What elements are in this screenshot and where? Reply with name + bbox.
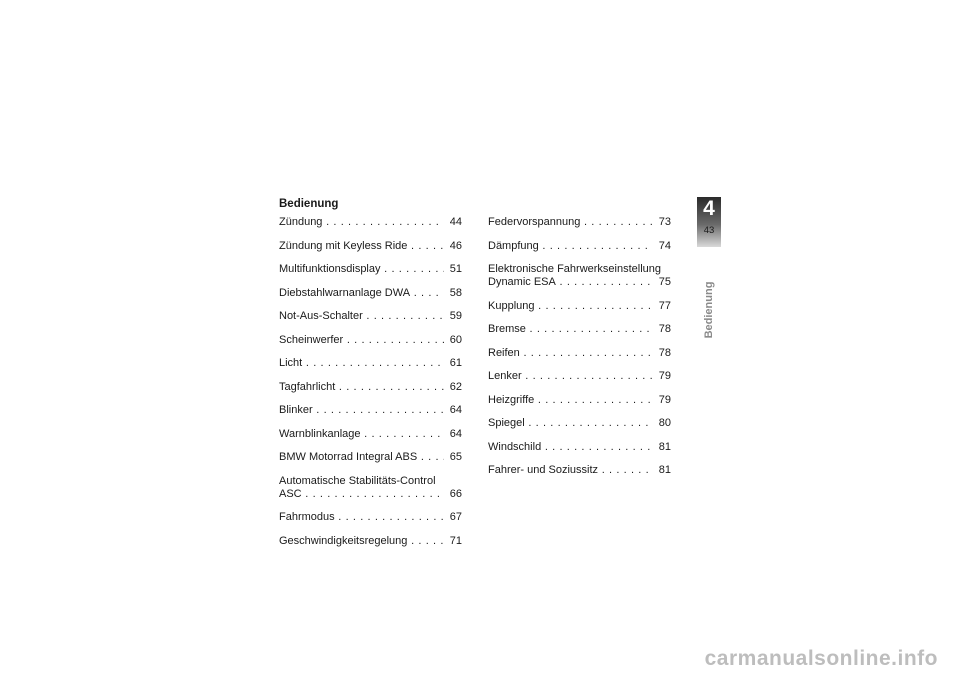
toc-entry — [488, 394, 671, 407]
toc-entry — [488, 263, 671, 289]
toc-entry — [488, 370, 671, 383]
toc-entry-text: BMW Motorrad Integral ABS . . . — [279, 451, 444, 464]
toc-entry-text: Lenker . . . — [488, 370, 653, 383]
toc-entry-text: Fahrer- und Soziussitz . . . — [488, 464, 653, 477]
toc-entry-text: Tagfahrlicht . . . — [279, 381, 444, 394]
toc-entry-page: 78 — [658, 323, 671, 335]
toc-entry — [488, 464, 671, 477]
toc-entry — [488, 300, 671, 313]
toc-entry-text: Blinker . . . — [279, 404, 444, 417]
toc-entry-page: 59 — [449, 310, 462, 322]
toc-entry — [279, 535, 462, 548]
toc-entry-page: 64 — [449, 427, 462, 440]
toc-entry-page: 66 — [449, 487, 462, 500]
section-title: Bedienung — [279, 198, 339, 210]
toc-entry-page: 61 — [449, 357, 462, 369]
toc-entry-line2 — [279, 488, 462, 501]
toc-entry — [279, 240, 462, 253]
toc-entry-text: Federvorspannung . . . — [488, 216, 653, 229]
toc-entry — [488, 323, 671, 336]
toc-entry-text: Dynamic ESA . . . — [488, 276, 653, 289]
page-number: 43 — [703, 225, 715, 236]
toc-entry-text: Zündung . . . — [279, 216, 444, 229]
toc-entry-text: Bremse . . . — [488, 323, 653, 336]
toc-entry-page: 44 — [449, 216, 462, 228]
toc-entry-text: Warnblinkanlage . . . — [279, 428, 444, 441]
toc-entry — [279, 263, 462, 276]
toc-entry — [488, 347, 671, 360]
toc-entry — [279, 428, 462, 441]
toc-entry-page: 51 — [449, 263, 462, 275]
toc-entry-line2 — [488, 276, 671, 289]
toc-entry — [279, 357, 462, 370]
toc-entry-text: Scheinwerfer . . . — [279, 334, 444, 347]
toc-entry-page: 65 — [449, 451, 462, 463]
toc-entry-page: 80 — [658, 417, 671, 429]
toc-entry — [279, 511, 462, 524]
toc-entry-page: 73 — [658, 216, 671, 228]
chapter-tab — [697, 197, 721, 247]
toc-entry-page: 60 — [449, 333, 462, 346]
toc-entry — [488, 240, 671, 253]
toc-entry — [279, 216, 462, 229]
toc-entry — [279, 475, 462, 501]
toc-entry-page: 74 — [658, 239, 671, 252]
watermark: carmanualsonline.info — [704, 647, 938, 670]
toc-column-left — [279, 216, 462, 558]
toc-entry-page: 58 — [449, 286, 462, 299]
toc-entry-page: 81 — [658, 440, 671, 453]
toc-entry-text: Licht . . . — [279, 357, 444, 370]
toc-entry-page: 77 — [658, 299, 671, 312]
toc-entry — [279, 404, 462, 417]
toc-entry-text: Windschild . . . — [488, 441, 653, 454]
toc-entry-page: 67 — [449, 511, 462, 523]
toc-entry-text: Heizgriffe . . . — [488, 394, 653, 407]
toc-entry-text: Not-Aus-Schalter . . . — [279, 310, 444, 323]
toc-entry-text: Geschwindigkeitsregelung . . . — [279, 535, 444, 548]
toc-entry — [279, 334, 462, 347]
toc-entry-text: Dämpfung . . . — [488, 240, 653, 253]
toc-entry-text: Kupplung . . . — [488, 300, 653, 313]
toc-entry — [488, 216, 671, 229]
toc-entry-text: ASC . . . — [279, 488, 444, 501]
toc-entry-page: 64 — [449, 404, 462, 416]
toc-entry-text: Spiegel . . . — [488, 417, 653, 430]
toc-entry-text: Zündung mit Keyless Ride . . . — [279, 240, 444, 253]
toc-entry — [279, 381, 462, 394]
toc-entry-page: 71 — [449, 534, 462, 547]
toc-entry-page: 75 — [658, 276, 671, 288]
toc-entry-page: 62 — [449, 380, 462, 393]
toc-entry — [279, 451, 462, 464]
toc-entry-page: 79 — [658, 393, 671, 406]
toc-entry-text-line1: Elektronische Fahrwerkseinstellung — [488, 263, 662, 275]
toc-entry-text-line1: Automatische Stabilitäts-Control — [279, 474, 436, 487]
toc-entry-page: 81 — [658, 464, 671, 476]
toc-entry-text: Diebstahlwarnanlage DWA . . . — [279, 287, 444, 300]
toc-entry-page: 46 — [449, 239, 462, 252]
toc-entry — [488, 417, 671, 430]
toc-entry — [488, 441, 671, 454]
toc-entry — [279, 310, 462, 323]
chapter-label: Bedienung — [703, 281, 715, 339]
toc-entry-page: 78 — [658, 346, 671, 359]
toc-column-right — [488, 216, 671, 488]
chapter-number: 4 — [703, 197, 715, 220]
toc-entry-text: Fahrmodus . . . — [279, 511, 444, 524]
toc-entry-text: Multifunktionsdisplay . . . — [279, 263, 444, 276]
toc-entry-page: 79 — [658, 370, 671, 382]
toc-entry-text: Reifen . . . — [488, 347, 653, 360]
toc-entry — [279, 287, 462, 300]
